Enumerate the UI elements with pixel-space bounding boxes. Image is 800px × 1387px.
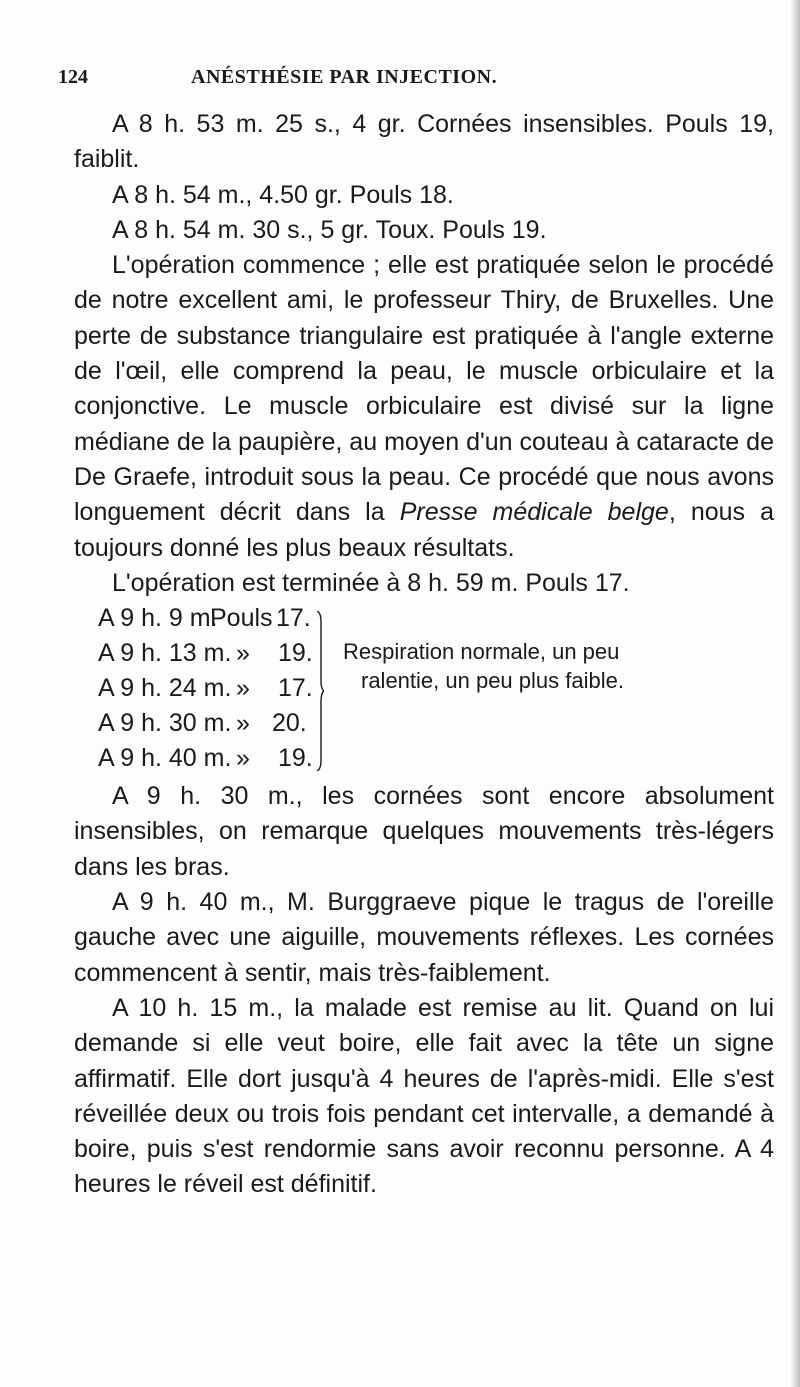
page-header	[58, 66, 688, 96]
paragraph-3: A 8 h. 54 m. 30 s., 5 gr. Toux. Pouls 19.	[112, 215, 547, 244]
page-edge-shadow	[790, 0, 800, 1387]
right-bracket-icon	[316, 611, 324, 771]
paragraph-8: A 10 h. 15 m., la malade est remise au lit. Quand on lui demande si elle veut boire, elle fait avec la tête un signe affirmatif. Elle dort jusqu'à 4 heures de l'après-midi. Elle s'est réveillée deux ou trois fois pendant cet intervalle, a demandé à boire, puis s'est rendormie sans avoir reconnu personne. A 4 heures le réveil est définitif.	[74, 993, 774, 1199]
page-number: 124	[58, 66, 88, 88]
paragraph-2: A 8 h. 54 m., 4.50 gr. Pouls 18.	[112, 180, 454, 209]
respiration-note: Respiration normale, un peu ralentie, un peu plus faible.	[343, 639, 624, 694]
body-text	[74, 107, 774, 1203]
pulse-table: A 9 h. 9 m. Pouls 17. A 9 h. 13 m. » 19. A 9 h. 24 m. » 17. A 9 h. 30 m. » 20. A 9 h. 40 m. » 19. Respiration normale, un peu ralentie, un peu plus faible.	[98, 601, 774, 779]
paragraph-7: A 9 h. 40 m., M. Burggraeve pique le tragus de l'oreille gauche avec une aiguille, mouvements réflexes. Les cornées commencent à sentir, mais très-faiblement.	[74, 888, 774, 987]
running-title: ANÉSTHÉSIE PAR INJECTION.	[191, 66, 498, 88]
journal-title: Presse médicale belge	[399, 498, 669, 527]
paragraph-1: A 8 h. 53 m. 25 s., 4 gr. Cornées insensibles. Pouls 19, faiblit.	[74, 110, 774, 174]
paragraph-5: L'opération est terminée à 8 h. 59 m. Pouls 17.	[112, 568, 630, 597]
paragraph-6: A 9 h. 30 m., les cornées sont encore absolument insensibles, on remarque quelques mouvements très-légers dans les bras.	[74, 782, 774, 881]
paragraph-4: L'opération commence ; elle est pratiquée selon le procédé de notre excellent ami, le professeur Thiry, de Bruxelles. Une perte de substance triangulaire est pratiquée à l'angle externe de l'œil, elle comprend la peau, le muscle orbiculaire et la conjonctive. Le muscle orbiculaire est divisé sur la ligne médiane de la paupière, au moyen d'un couteau à cataracte de De Graefe, introduit sous la peau. Ce procédé que nous avons longuement décrit dans la Presse médicale belge, nous a toujours donné les plus beaux résultats.	[74, 251, 774, 562]
